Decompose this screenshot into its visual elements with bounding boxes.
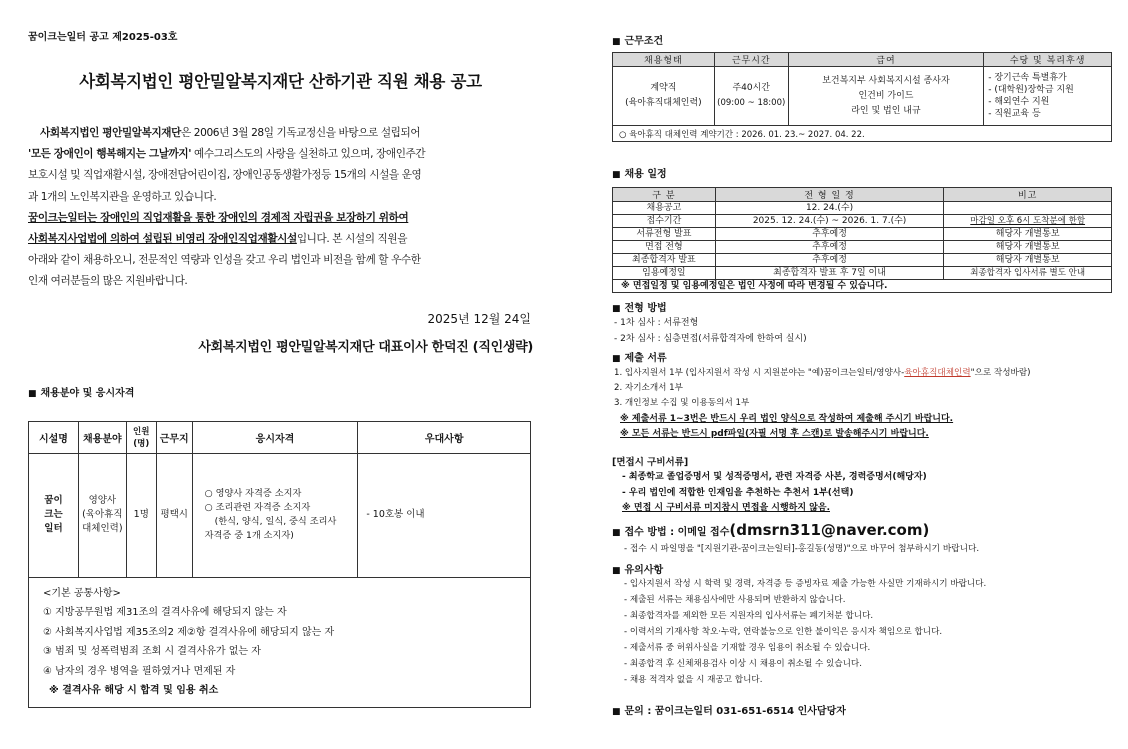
section-heading-label: 채용분야 및 응시자격 xyxy=(40,387,135,399)
section-heading-process xyxy=(612,299,1112,314)
table-row xyxy=(613,215,1112,228)
intro-line: 과 1개의 노인복지관을 운영하고 있습니다. xyxy=(28,190,217,203)
cell-line: 인건비 가이드 xyxy=(858,90,914,101)
square-bullet-icon: ■ xyxy=(612,37,621,47)
section-heading-label: 전형 방법 xyxy=(624,303,667,314)
common-requirements-title: <기본 공통사항> xyxy=(43,587,121,599)
facility-line: 일터 xyxy=(44,523,63,535)
intro-line: 보호시설 및 직업재활시설, 장애전담어린이집, 장애인공동생활가정등 15개의 시설을 운영 xyxy=(28,169,422,182)
qualifications-cell xyxy=(192,453,358,577)
table-cell: 추후예정 xyxy=(715,228,944,241)
apply-note: - 접수 시 파일명을 "[지원기관-꿈이크는일터]-홍길동(성명)"으로 바꾸어 첨부하시기 바랍니다. xyxy=(624,543,980,554)
intro-paragraph xyxy=(28,123,533,293)
table-header: 응시자격 xyxy=(192,421,358,453)
section-heading-caution xyxy=(612,561,1112,576)
cell-line: - (대학원)장학금 지원 xyxy=(988,85,1074,95)
list-item: - 제출된 서류는 채용심사에만 사용되며 반환하지 않습니다. xyxy=(624,595,846,606)
intro-motto: '모든 장애인이 행복해지는 그날까지' xyxy=(28,148,192,161)
table-header: 인원(명) xyxy=(126,421,156,453)
list-item: - 1차 심사 : 서류전형 xyxy=(614,318,699,328)
process-list xyxy=(612,316,1112,347)
list-item: - 우리 법인에 적합한 인재임을 추천하는 추천서 1부(선택) xyxy=(622,487,854,498)
table-header: 비고 xyxy=(944,188,1112,202)
table-cell: 접수기간 xyxy=(613,215,716,228)
table-header: 채용분야 xyxy=(78,421,126,453)
section-heading-schedule xyxy=(612,165,1112,180)
list-item: - 입사지원서 작성 시 학력 및 경력, 자격증 등 증빙자료 제출 가능한 사실만 기재하시기 바랍니다. xyxy=(624,579,987,590)
cell-line: (육아휴직대체인력) xyxy=(625,98,702,108)
intro-mission: 꿈이크는일터는 장애인의 직업재활을 통한 장애인의 경제적 자립권을 보장하기 위하여 xyxy=(28,211,409,224)
field-cell xyxy=(78,453,126,577)
work-conditions-table xyxy=(612,52,1112,142)
doc-item-text: 1. 입사지원서 1부 (입사지원서 작성 시 지원분야는 "예)꿈이크는일터/영양사- xyxy=(614,368,905,378)
interview-docs-heading: [면접시 구비서류] xyxy=(612,457,689,469)
table-header: 우대사항 xyxy=(358,421,531,453)
intro-line: 은 2006년 3월 28일 기독교정신을 바탕으로 설립되어 xyxy=(180,127,421,139)
notice-number: 꿈이크는일터 공고 제2025-03호 xyxy=(28,32,178,43)
work-hours-cell xyxy=(714,67,788,126)
table-cell: 12. 24.(수) xyxy=(715,202,944,215)
table-header: 채용형태 xyxy=(613,53,715,67)
intro-line: 입니다. 본 시설의 직원을 xyxy=(296,233,408,246)
square-bullet-icon: ■ xyxy=(612,354,621,364)
count-cell: 1명 xyxy=(126,453,156,577)
qualification-line: ○ 영양사 자격증 소지자 xyxy=(204,488,302,500)
list-item: 3. 개인정보 수집 및 이용동의서 1부 xyxy=(614,398,750,409)
list-item: ③ 범죄 및 성폭력범죄 조회 시 결격사유가 없는 자 xyxy=(43,646,261,658)
signature: 사회복지법인 평안밀알복지재단 대표이사 한덕진 (직인생략) xyxy=(198,339,533,355)
doc-item-text: "으로 작성바람) xyxy=(970,368,1031,378)
table-row xyxy=(613,202,1112,215)
doc-item-highlight: 육아휴직대체인력 xyxy=(904,368,971,378)
employment-type-cell xyxy=(613,67,715,126)
caution-list xyxy=(612,576,1112,688)
common-requirements xyxy=(28,578,531,708)
field-line: 영양사 xyxy=(88,495,117,507)
table-cell: 해당자 개별통보 xyxy=(944,228,1112,241)
contact-line xyxy=(612,702,1112,717)
table-row xyxy=(613,67,1112,126)
field-line: 대체인력) xyxy=(82,523,123,535)
notice-date: 2025년 12월 24일 xyxy=(427,311,531,326)
section-heading-label: 유의사항 xyxy=(624,565,664,577)
schedule-note: ※ 면접일정 및 임용예정일은 법인 사정에 따라 변경될 수 있습니다. xyxy=(613,280,1112,293)
intro-line: 인재 여러분들의 많은 지원바랍니다. xyxy=(28,275,188,288)
qualification-line: 자격증 중 1개 소지자) xyxy=(204,530,294,542)
schedule-table xyxy=(612,187,1112,293)
table-header: 급여 xyxy=(788,53,984,67)
contact-text: 문의 : 꿈이크는일터 031-651-6514 인사담당자 xyxy=(624,706,846,718)
table-cell xyxy=(944,202,1112,215)
list-item: - 최종합격 후 신체채용검사 이상 시 채용이 취소될 수 있습니다. xyxy=(624,659,862,670)
square-bullet-icon: ■ xyxy=(28,388,37,399)
table-cell: 면접 전형 xyxy=(613,241,716,254)
table-cell: 최종합격자 발표 후 7일 이내 xyxy=(715,267,944,280)
table-row xyxy=(613,241,1112,254)
list-item: ② 사회복지사업법 제35조의2 제②항 결격사유에 해당되지 않는 자 xyxy=(43,626,335,638)
list-item: ① 지방공무원법 제31조의 결격사유에 해당되지 않는 자 xyxy=(43,607,287,619)
section-heading-work xyxy=(612,32,1112,47)
table-cell: 최종합격자 발표 xyxy=(613,254,716,267)
apply-email[interactable]: (dmsrn311@naver.com) xyxy=(729,520,930,539)
section-heading-docs xyxy=(612,349,1112,364)
table-header: 근무시간 xyxy=(714,53,788,67)
table-cell: 추후예정 xyxy=(715,241,944,254)
section-heading-label: 접수 방법 : 이메일 접수 xyxy=(624,526,730,538)
left-column xyxy=(28,28,533,708)
recruit-table xyxy=(28,421,531,578)
list-item: - 2차 심사 : 심층면접(서류합격자에 한하여 실시) xyxy=(614,333,807,344)
page-title: 사회복지법인 평안밀알복지재단 산하기관 직원 채용 공고 xyxy=(79,72,482,91)
section-heading-label: 채용 일정 xyxy=(624,169,667,180)
table-row xyxy=(613,280,1112,293)
table-cell: 최종합격자 입사서류 별도 안내 xyxy=(944,267,1112,280)
interview-note: ※ 면접 시 구비서류 미지참시 면접을 시행하지 않음. xyxy=(622,503,830,514)
list-item: - 채용 적격자 없을 시 재공고 합니다. xyxy=(624,675,763,686)
cell-line: 주40시간 xyxy=(732,83,770,93)
table-cell: 해당자 개별통보 xyxy=(944,241,1112,254)
intro-line: 아래와 같이 채용하오니, 전문적인 역량과 인성을 갖고 우리 법인과 비전을 함께 할 우수한 xyxy=(28,254,421,267)
table-cell: 채용공고 xyxy=(613,202,716,215)
list-item: - 최종합격자를 제외한 모든 지원자의 입사서류는 폐기처분 합니다. xyxy=(624,611,874,622)
cell-line: - 장기근속 특별휴가 xyxy=(988,73,1067,83)
salary-cell xyxy=(788,67,984,126)
section-heading-recruit xyxy=(28,384,533,399)
interview-docs-list xyxy=(612,470,1112,517)
table-row xyxy=(613,254,1112,267)
facility-cell xyxy=(29,453,79,577)
cell-line: - 직원교육 등 xyxy=(988,109,1041,119)
table-row xyxy=(613,267,1112,280)
table-row xyxy=(613,126,1112,142)
right-column xyxy=(612,28,1112,717)
benefits-cell xyxy=(984,67,1112,126)
square-bullet-icon: ■ xyxy=(612,304,621,314)
intro-foundation-name: 사회복지법인 평안밀알복지재단 xyxy=(40,127,181,139)
cell-line: (09:00 ~ 18:00) xyxy=(717,98,786,108)
section-heading-apply xyxy=(612,521,1112,539)
preference-cell: - 10호봉 이내 xyxy=(358,453,531,577)
list-item: - 이력서의 기재사항 착오·누락, 연락불능으로 인한 불이익은 응시자 책임으로 합니다. xyxy=(624,627,943,638)
list-item xyxy=(614,366,1112,381)
qualification-line: (한식, 양식, 일식, 중식 조리사 xyxy=(214,516,337,528)
table-row xyxy=(29,453,531,577)
table-cell: 2025. 12. 24.(수) ~ 2026. 1. 7.(수) xyxy=(715,215,944,228)
section-heading-label: 근무조건 xyxy=(624,36,664,47)
contract-period: ○ 육아휴직 대체인력 계약기간 : 2026. 01. 23.~ 2027. 04. 22. xyxy=(613,126,1112,142)
table-header: 구 분 xyxy=(613,188,716,202)
list-item: ④ 남자의 경우 병역을 필하였거나 면제된 자 xyxy=(43,665,236,677)
qualification-line: ○ 조리관련 자격증 소지자 xyxy=(204,502,311,514)
table-header: 수당 및 복리후생 xyxy=(984,53,1112,67)
cell-line: 라인 및 법인 내규 xyxy=(851,105,921,116)
cell-line: 보건복지부 사회복지시설 종사자 xyxy=(822,75,950,86)
intro-line: 예수그리스도의 사랑을 실천하고 있으며, 장애인주간 xyxy=(191,148,426,161)
square-bullet-icon: ■ xyxy=(612,707,621,718)
table-cell: 임용예정일 xyxy=(613,267,716,280)
cell-line: 계약직 xyxy=(650,83,677,93)
square-bullet-icon: ■ xyxy=(612,527,621,538)
table-row xyxy=(613,228,1112,241)
table-cell: 마감일 오후 6시 도착분에 한함 xyxy=(944,215,1112,228)
table-header: 시설명 xyxy=(29,421,79,453)
intro-legal-basis: 사회복지사업법에 의하여 설립된 비영리 장애인직업재활시설 xyxy=(28,233,297,246)
list-item: - 제출서류 중 허위사실을 기재할 경우 임용이 취소될 수 있습니다. xyxy=(624,643,871,654)
section-heading-label: 제출 서류 xyxy=(624,353,667,364)
facility-line: 크는 xyxy=(44,509,63,521)
disqualification-note: ※ 결격사유 해당 시 합격 및 임용 취소 xyxy=(49,685,219,697)
docs-note: ※ 제출서류 1~3번은 반드시 우리 법인 양식으로 작성하여 제출해 주시기 바랍니다. xyxy=(620,413,954,424)
square-bullet-icon: ■ xyxy=(612,566,621,577)
square-bullet-icon: ■ xyxy=(612,170,621,180)
facility-line: 꿈이 xyxy=(44,495,63,507)
list-item: - 최종학교 졸업증명서 및 성적증명서, 관련 자격증 사본, 경력증명서(해당자) xyxy=(622,472,927,483)
table-cell: 서류전형 발표 xyxy=(613,228,716,241)
table-header: 근무지 xyxy=(156,421,192,453)
list-item: 2. 자기소개서 1부 xyxy=(614,383,683,394)
docs-note: ※ 모든 서류는 반드시 pdf파일(자필 서명 후 스캔)로 발송해주시기 바랍니다. xyxy=(620,428,929,439)
table-header: 전 형 일 정 xyxy=(715,188,944,202)
field-line: (육아휴직 xyxy=(82,509,123,521)
location-cell: 평택시 xyxy=(156,453,192,577)
table-cell: 해당자 개별통보 xyxy=(944,254,1112,267)
table-cell: 추후예정 xyxy=(715,254,944,267)
docs-list xyxy=(612,366,1112,442)
cell-line: - 해외연수 지원 xyxy=(988,97,1050,107)
